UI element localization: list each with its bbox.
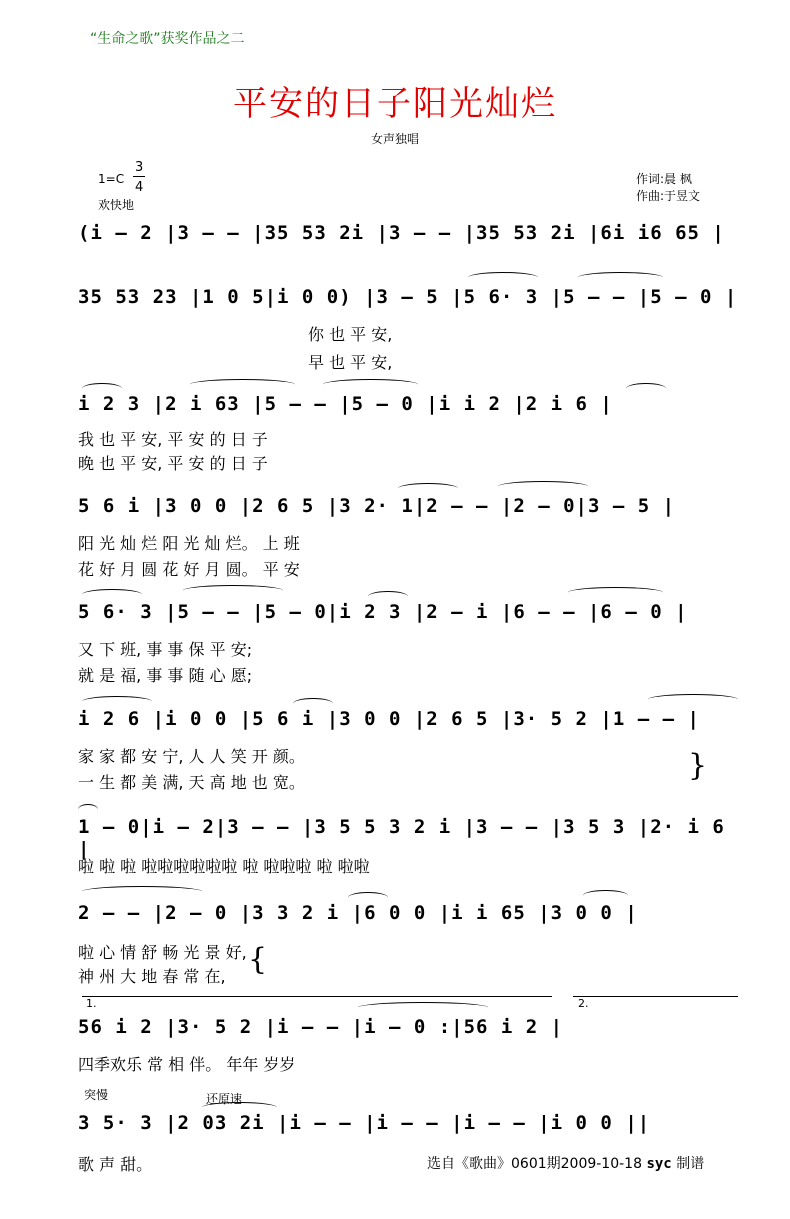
lyric-line-1: 我 也 平 安, 平 安 的 日 子 [78,430,268,449]
time-signature-denominator: 4 [135,180,144,195]
lyric-line-2: 一 生 都 美 满, 天 高 地 也 宽。 [78,773,305,792]
notation-line: i 2 3 |2 i 63 |5 – – |5 – 0 |i i 2 |2 i 6 | [78,393,613,415]
brace: } [688,748,708,783]
lyric-line-1: 歌 声 甜。 [78,1155,153,1174]
volta-2-bracket [573,996,738,997]
song-subtitle: 女声独唱 [370,132,419,146]
score-row-7 [78,816,748,886]
notation-line: 5 6 i |3 0 0 |2 6 5 |3 2· 1|2 – – |2 – 0|3 – 5 | [78,495,676,517]
slur [82,696,152,707]
slur [323,379,418,390]
lyric-line-2: 早 也 平 安, [308,353,393,372]
slur [568,587,663,598]
slur [498,481,588,492]
composer: 作曲:于昱文 [636,189,701,203]
slur [578,272,663,283]
editor-name: syc [646,1156,672,1172]
score-row-6 [78,708,748,792]
ritardando-marking: 突慢 [84,1088,109,1102]
slur [468,272,538,283]
score-row-9 [78,997,748,1086]
source-note [427,1153,704,1173]
lyric-line-1: 又 下 班, 事 事 保 平 安; [78,640,253,659]
key-signature: 1=C [98,172,125,186]
score-row-3 [78,393,748,473]
notation-line: (i – 2 |3 – – |35 53 2i |3 – – |35 53 2i |6i i6 65 | [78,222,725,244]
slur [648,694,738,705]
slur [398,483,458,494]
score-row-8 [78,902,748,986]
slur [82,589,142,600]
notation-line: 56 i 2 |3· 5 2 |i – – |i – 0 :|56 i 2 | [78,1016,564,1038]
a-tempo-marking: 还原速 [206,1092,243,1106]
score-row-2 [78,286,748,372]
lyric-line-1: 啦 心 情 舒 畅 光 景 好, [78,943,247,962]
made-by-text: 制谱 [676,1156,705,1172]
slur [82,886,202,897]
volta-1-bracket [82,996,552,997]
lyric-line-2: 就 是 福, 事 事 随 心 愿; [78,666,253,685]
score-row-4 [78,495,748,579]
volta-2-label: 2. [578,997,589,1010]
lyric-line-1: 你 也 平 安, [308,325,393,344]
slur [78,804,98,815]
song-title: 平安的日子阳光灿烂 [233,84,557,124]
lyric-line-2: 花 好 月 圆 花 好 月 圆。 平 安 [78,560,300,579]
source-text: 选自《歌曲》0601期2009-10-18 [427,1156,642,1172]
notation-line: 5 6· 3 |5 – – |5 – 0|i 2 3 |2 – i |6 – – |6 – 0 | [78,601,688,623]
lyric-line-1: 啦 啦 啦 啦啦啦啦啦啦 啦 啦啦啦 啦 啦啦 [78,857,370,876]
slur [190,379,295,390]
lyric-line-1: 家 家 都 安 宁, 人 人 笑 开 颜。 [78,747,305,766]
time-signature-numerator: 3 [135,160,144,175]
tempo-marking: 欢快地 [98,198,135,212]
notation-line: 3 5· 3 |2 03 2i |i – – |i – – |i – – |i 0 0 || [78,1112,651,1134]
slur [358,1002,488,1013]
lyric-line-2: 晚 也 平 安, 平 安 的 日 子 [78,454,268,473]
header-note: “生命之歌”获奖作品之二 [90,31,245,47]
lyricist: 作词:晨 枫 [636,172,692,186]
time-signature-line [133,176,145,177]
slur [183,585,283,596]
brace: { [248,942,268,977]
notation-line: 1 – 0|i – 2|3 – – |3 5 5 3 2 i |3 – – |3 5 3 |2· i 6 | [78,816,725,860]
notation-line: 35 53 23 |1 0 5|i 0 0) |3 – 5 |5 6· 3 |5 – – |5 – 0 | [78,286,738,308]
lyric-line-1: 阳 光 灿 烂 阳 光 灿 烂。 上 班 [78,534,300,553]
lyric-line-1: 四季欢乐 常 相 伴。 年年 岁岁 [78,1055,296,1074]
notation-line: 2 – – |2 – 0 |3 3 2 i |6 0 0 |i i 65 |3 0 0 | [78,902,638,924]
notation-line: i 2 6 |i 0 0 |5 6 i |3 0 0 |2 6 5 |3· 5 2 |1 – – | [78,708,700,730]
lyric-line-2: 神 州 大 地 春 常 在, [78,967,226,986]
volta-1-label: 1. [86,997,97,1010]
score-row-5 [78,601,748,685]
slur [583,890,628,901]
